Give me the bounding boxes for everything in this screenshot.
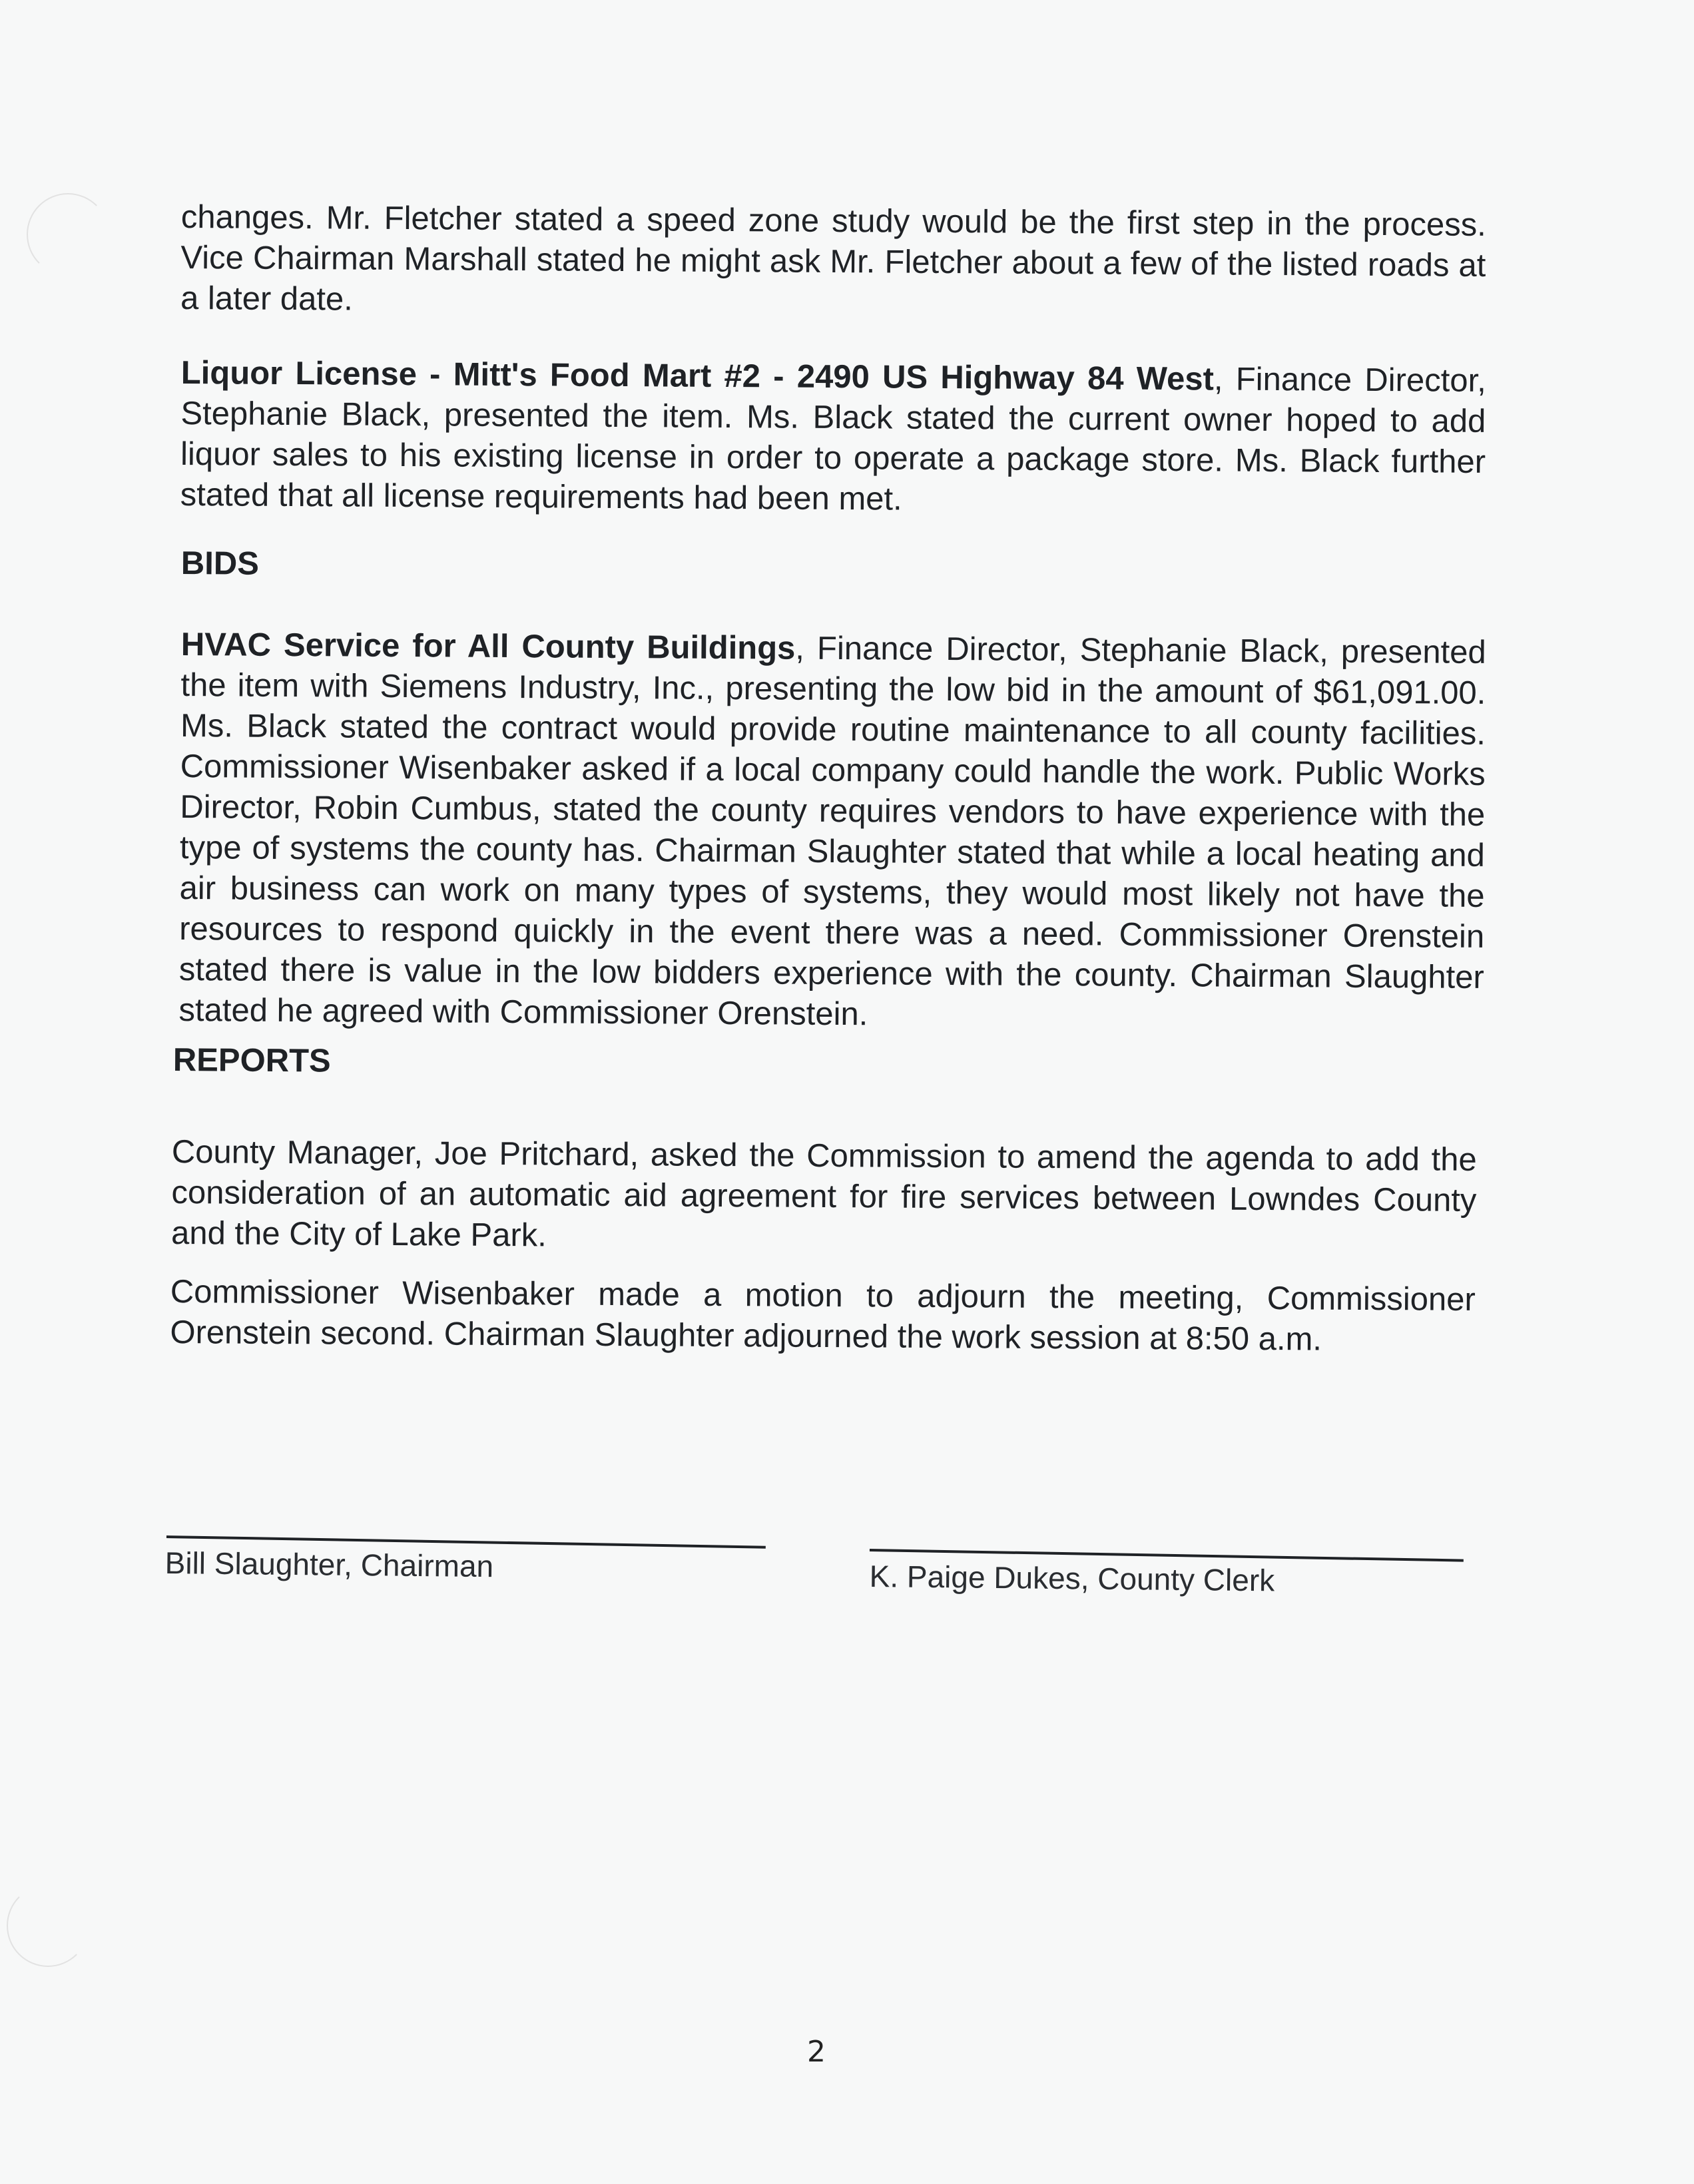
scan-edge-mark <box>7 1884 89 1967</box>
liquor-license-body: , Finance Director, Stephanie Black, presented the item. Ms. Black stated the current owner hoped to add liquor sales to his existing license in order to operate a package store. Ms. Black further stated that all license requirements had been met. <box>180 361 1486 517</box>
liquor-license-title: Liquor License - Mitt's Food Mart #2 - 2490 US Highway 84 West <box>180 354 1215 398</box>
paragraph-hvac-service <box>178 625 1486 1039</box>
reports-heading: REPORTS <box>172 1042 331 1079</box>
paragraph-county-manager: County Manager, Joe Pritchard, asked the Commission to amend the agenda to add the consideration of an automatic aid agreement for fire services between Lowndes County and the City of Lake Park. <box>170 1134 1477 1254</box>
page-number: 2 <box>807 2035 826 2069</box>
hvac-body: , Finance Director, Stephanie Black, presented the item with Siemens Industry, Inc., presenting the low bid in the amount of $61,091.00. Ms. Black stated the contract would provide routine maintenance to all county facilities. Commissioner Wisenbaker asked if a local company could handle the work. Public Works Director, Robin Cumbus, stated the county requires vendors to have experience with the type of systems the county has. Chairman Slaughter stated that while a local heating and air business can work on many types of systems, they would most likely not have the resources to respond quickly in the event there was a need. Commissioner Orenstein stated there is value in the low bidders experience with the county. Chairman Slaughter stated he agreed with Commissioner Orenstein. <box>178 630 1486 1033</box>
paragraph-liquor-license <box>180 353 1486 523</box>
hvac-title: HVAC Service for All County Buildings <box>180 626 796 667</box>
scan-edge-mark <box>27 193 109 276</box>
paragraph-adjournment: Commissioner Wisenbaker made a motion to adjourn the meeting, Commissioner Orenstein second. Chairman Slaughter adjourned the work session at 8:50 a.m. <box>170 1274 1476 1358</box>
signature-label-clerk: K. Paige Dukes, County Clerk <box>869 1559 1275 1598</box>
signature-label-chairman: Bill Slaughter, Chairman <box>164 1545 494 1584</box>
bids-heading: BIDS <box>180 545 260 582</box>
paragraph-speed-zone: changes. Mr. Fletcher stated a speed zone study would be the first step in the process. Vice Chairman Marshall stated he might ask Mr. Fletcher about a few of the listed roads at a later date. <box>180 198 1486 318</box>
